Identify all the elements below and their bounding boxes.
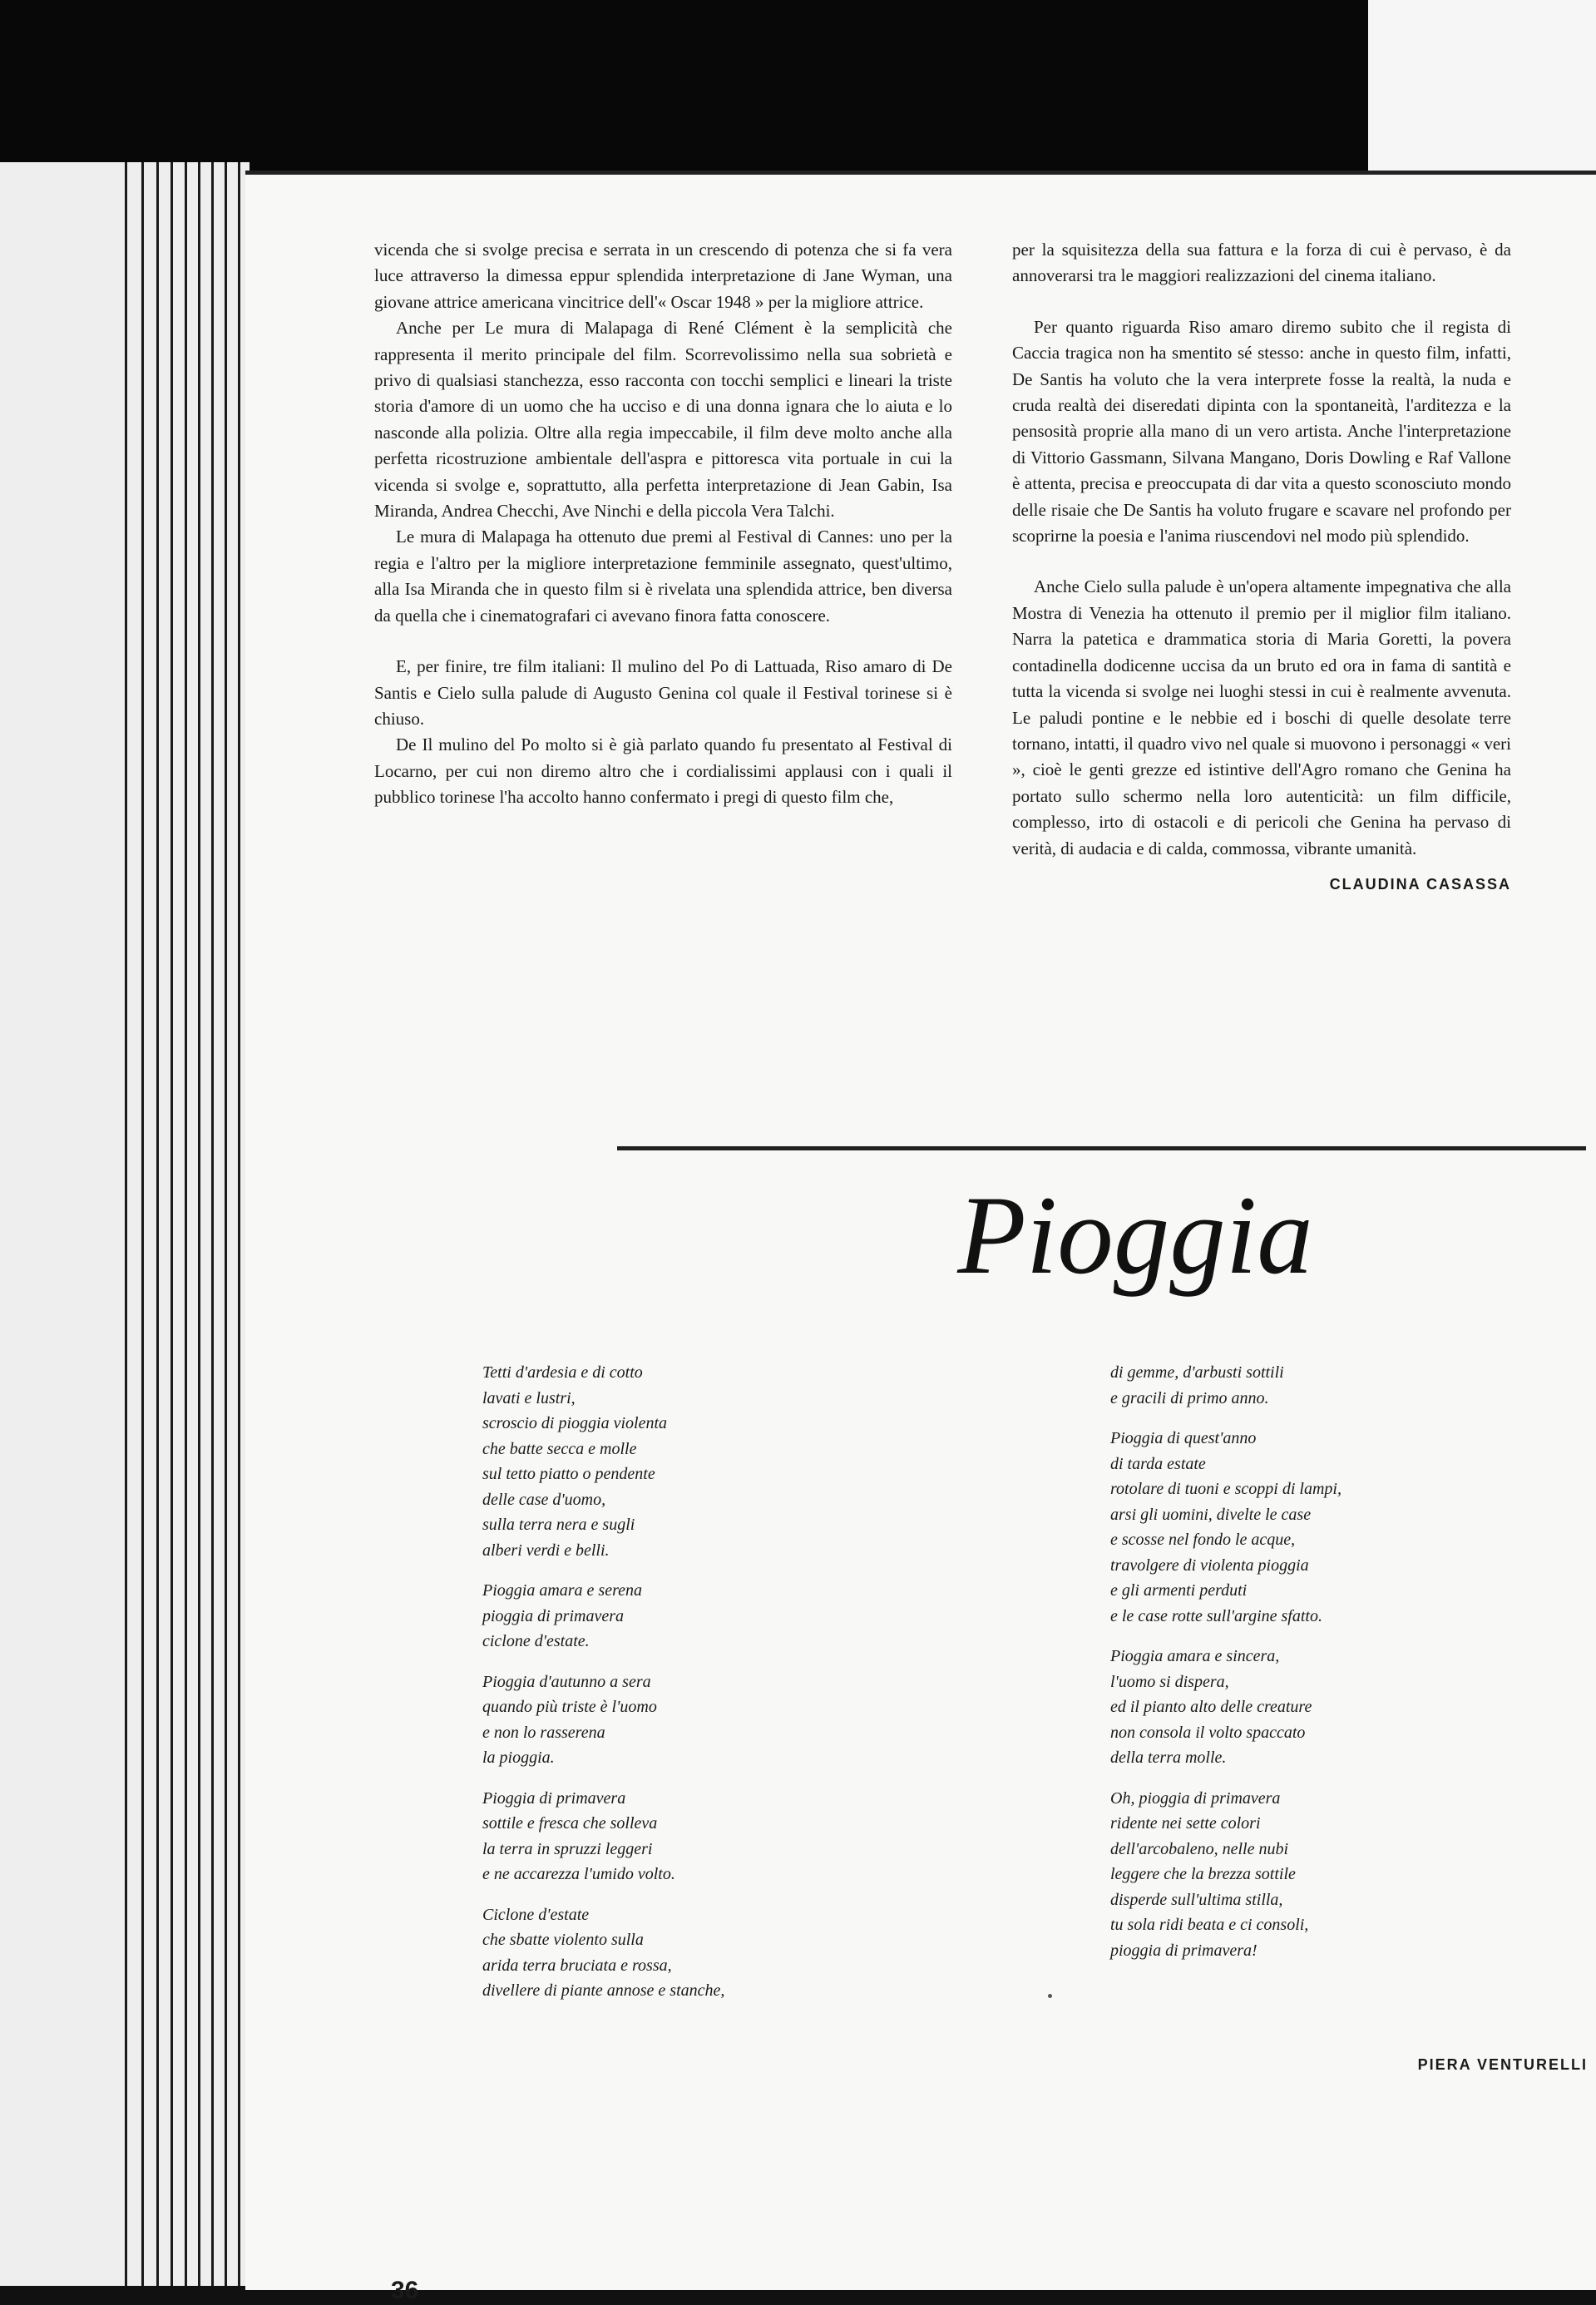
poem-line: l'uomo si dispera, xyxy=(1110,1672,1229,1691)
poem-line: delle case d'uomo, xyxy=(482,1490,606,1509)
article-right-column xyxy=(1012,237,1511,898)
poem-line: arsi gli uomini, divelte le case xyxy=(1110,1505,1312,1524)
poem-line: pioggia di primavera! xyxy=(1110,1941,1258,1960)
poem-line: non consola il volto spaccato xyxy=(1110,1723,1306,1742)
poem-line: Ciclone d'estate xyxy=(482,1905,590,1924)
poem-stanza xyxy=(482,1902,948,2004)
article-paragraph: vicenda che si svolge precisa e serrata in un crescendo di potenza che si fa vera luce attraverso la dimessa eppur splendida interpretazione di Jane Wyman, una giovane attrice americana vincitrice dell'« Oscar 1948 » per la migliore attrice. xyxy=(374,240,952,312)
poem-line: che batte secca e molle xyxy=(482,1439,637,1458)
poem-line: divellere di piante annose e stanche, xyxy=(482,1981,725,2000)
poem-line: ed il pianto alto delle creature xyxy=(1110,1698,1312,1716)
poem-line: tu sola ridi beata e ci consoli, xyxy=(1110,1916,1309,1934)
poem-line: dell'arcobaleno, nelle nubi xyxy=(1110,1839,1289,1858)
poem-right-column xyxy=(1110,1360,1543,1978)
poem-stanza xyxy=(1110,1426,1543,1629)
poem-line: Tetti d'ardesia e di cotto xyxy=(482,1363,643,1382)
article-paragraph: E, per finire, tre film italiani: Il mulino del Po di Lattuada, Riso amaro di De Santis e Cielo sulla palude di Augusto Genina col quale il Festival torinese si è chiuso. xyxy=(374,656,952,729)
page-stack-edges xyxy=(0,162,250,2286)
article-left-column xyxy=(374,237,952,811)
poem-line: Pioggia amara e serena xyxy=(482,1581,643,1600)
scan-dark-border xyxy=(0,0,1596,179)
poem-line: Oh, pioggia di primavera xyxy=(1110,1788,1281,1808)
poem-line: ridente nei sette colori xyxy=(1110,1814,1261,1833)
poem-stanza xyxy=(482,1786,948,1887)
article-paragraph: Anche per Le mura di Malapaga di René Clément è la semplicità che rappresenta il merito principale del film. Scorrevolissimo nella sua sobrietà e privo di qualsiasi stanchezza, esso racconta con tocchi semplici e lineari la triste storia d'amore di un uomo che ha ucciso e di una donna ignara che lo aiuta e lo nasconde alla polizia. Oltre alla regia impeccabile, il film deve molto anche alla perfetta ricostruzione ambientale dell'aspra e pittoresca vita portuale in cui la vicenda si svolge e, soprattutto, alla perfetta interpretazione di Jean Gabin, Isa Miranda, Andrea Checchi, Ave Ninchi e della piccola Vera Talchi. xyxy=(374,318,952,522)
magazine-page xyxy=(245,171,1596,2304)
article-paragraph: per la squisitezza della sua fattura e la forza di cui è pervaso, è da annoverarsi tra le maggiori realizzazioni del cinema italiano. xyxy=(1012,240,1511,286)
poem-author: PIERA VENTURELLI xyxy=(1417,2056,1588,2073)
poem-stanza xyxy=(1110,1360,1543,1411)
poem-stanza xyxy=(482,1669,948,1771)
poem-line: rotolare di tuoni e scoppi di lampi, xyxy=(1110,1480,1342,1498)
poem-line: e non lo rasserena xyxy=(482,1723,605,1742)
poem-line: la terra in spruzzi leggeri xyxy=(482,1839,653,1858)
poem-line: e ne accarezza l'umido volto. xyxy=(482,1865,675,1883)
poem-line: la pioggia. xyxy=(482,1749,555,1767)
poem-line: travolgere di violenta pioggia xyxy=(1110,1556,1309,1575)
poem-line: e gracili di primo anno. xyxy=(1110,1388,1269,1407)
poem-line: Pioggia amara e sincera, xyxy=(1110,1647,1280,1665)
poem-stanza xyxy=(1110,1786,1543,1964)
poem-line: lavati e lustri, xyxy=(482,1388,576,1407)
poem-line: sottile e fresca che solleva xyxy=(482,1814,658,1833)
poem-line: di tarda estate xyxy=(1110,1454,1206,1473)
article-paragraph: Per quanto riguarda Riso amaro diremo subito che il regista di Caccia tragica non ha smentito sé stesso: anche in questo film, infatti, De Santis ha voluto che la vera interprete fosse la realtà, la nuda e cruda realtà dei diseredati dipinta con la spontaneità, l'arditezza e la pensosità proprie alla mano di un vero artista. Anche l'interpretazione di Vittorio Gassmann, Silvana Mangano, Doris Dowling e Raf Vallone è attenta, precisa e preoccupata di dar vita a questo sconosciuto mondo delle risaie che De Santis ha voluto frugare e scavare nel profondo per scoprirne la poesia e l'anima riuscendovi nel modo più splendido. xyxy=(1012,316,1511,547)
article-paragraph: Le mura di Malapaga ha ottenuto due premi al Festival di Cannes: uno per la regia e l'altro per la migliore interpretazione femminile assegnato, quest'ultimo, alla Isa Miranda che in questo film si è rivelata una splendida attrice, ben diversa da quella che i cinematografari ci avevano finora fatta conoscere. xyxy=(374,527,952,626)
poem-line: Pioggia di primavera xyxy=(482,1788,626,1808)
poem-line: Pioggia di quest'anno xyxy=(1110,1429,1257,1447)
article-paragraph: Anche Cielo sulla palude è un'opera altamente impegnativa che alla Mostra di Venezia ha ottenuto il premio per il miglior film italiano. Narra la patetica e drammatica storia di Maria Goretti, la povera contadinella dodicenne uccisa da un bruto ed ora in fama di santità e tutta la vicenda si svolge nei luoghi stessi in cui è realmente avvenuta. Le paludi pontine e le nebbie ed i boschi di quelle desolate terre tornano, intatti, il quadro vivo nel quale si muovono i personaggi « veri », cioè le genti grezze ed istintive dell'Agro romano che Genina ha portato sullo schermo nella loro autenticità: un film difficile, complesso, irto di ostacoli e di pericoli che Genina ha pervaso di verità, di audacia e di calda, commossa, vibrante umanità. xyxy=(1012,576,1511,858)
poem-line: di gemme, d'arbusti sottili xyxy=(1110,1363,1284,1382)
poem-line: alberi verdi e belli. xyxy=(482,1541,610,1560)
poem-line: quando più triste è l'uomo xyxy=(482,1698,657,1716)
poem-stanza xyxy=(1110,1644,1543,1771)
poem-line: leggere che la brezza sottile xyxy=(1110,1865,1296,1883)
poem-line: della terra molle. xyxy=(1110,1749,1227,1767)
poem-line: Pioggia d'autunno a sera xyxy=(482,1672,651,1691)
poem-stanza xyxy=(482,1360,948,1563)
poem-line: e le case rotte sull'argine sfatto. xyxy=(1110,1606,1322,1625)
poem-line: che sbatte violento sulla xyxy=(482,1931,644,1949)
page-number: 36 xyxy=(391,2277,419,2304)
article-author: CLAUDINA CASASSA xyxy=(1329,875,1511,893)
poem-line: sul tetto piatto o pendente xyxy=(482,1465,655,1483)
poem-line: sulla terra nera e sugli xyxy=(482,1516,635,1534)
poem-line: ciclone d'estate. xyxy=(482,1632,590,1650)
scan-corner xyxy=(1368,0,1596,176)
poem-line: disperde sull'ultima stilla, xyxy=(1110,1890,1283,1909)
article-paragraph: De Il mulino del Po molto si è già parlato quando fu presentato al Festival di Locarno, per cui non diremo altro che i cordialissimi applausi con i quali il pubblico torinese l'ha accolto hanno confermato i pregi di questo film che, xyxy=(374,735,952,808)
poem-title: Pioggia xyxy=(957,1174,1313,1298)
poem-left-column xyxy=(482,1360,948,2019)
poem-line: arida terra bruciata e rossa, xyxy=(482,1956,672,1975)
stray-mark xyxy=(1048,1994,1052,1998)
poem-line: scroscio di pioggia violenta xyxy=(482,1414,668,1432)
poem-stanza xyxy=(482,1578,948,1655)
poem-line: e gli armenti perduti xyxy=(1110,1581,1248,1600)
section-divider xyxy=(617,1146,1586,1150)
poem-line: pioggia di primavera xyxy=(482,1606,624,1625)
poem-line: e scosse nel fondo le acque, xyxy=(1110,1531,1296,1549)
